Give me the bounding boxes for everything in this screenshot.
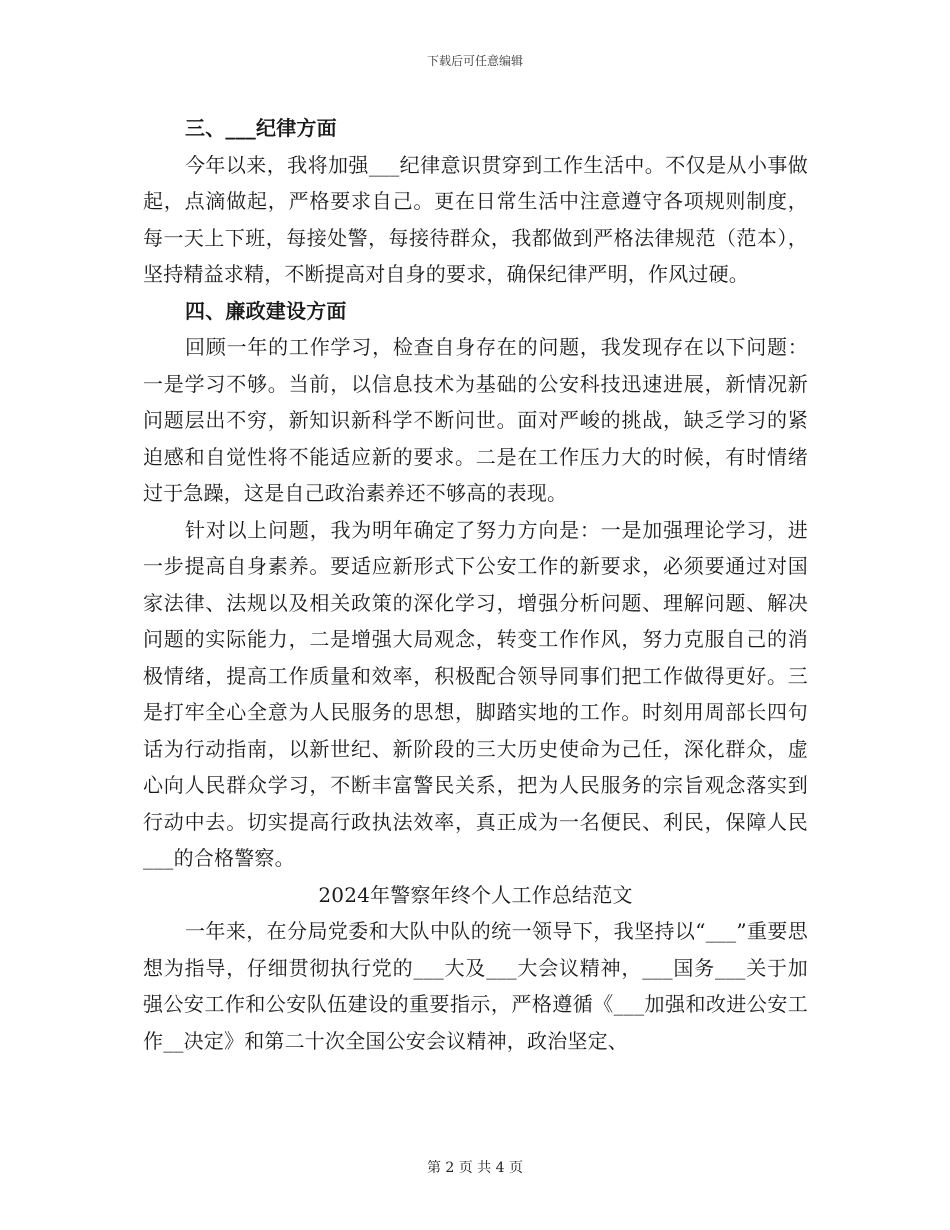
page-footer: 第 2 页 共 4 页 <box>426 1160 524 1176</box>
paragraph-improvement-plan: 针对以上问题，我为明年确定了努力方向是：一是加强理论学习，进一步提高自身素养。要适应新形式下公安工作的新要求，必须要通过对国家法律、法规以及相关政策的深化学习，增强分析问题、理解问题、解决问题的实际能力，二是增强大局观念，转变工作作风，努力克服自己的消极情绪，提高工作质量和效率，积极配合领导同事们把工作做得更好。三是打牢全心全意为人民服务的思想，脚踏实地的工作。时刻用周部长四句话为行动指南，以新世纪、新阶段的三大历史使命为己任，深化群众，虚心向人民群众学习，不断丰富警民关系，把为人民服务的宗旨观念落实到行动中去。切实提高行政执法效率，真正成为一名便民、利民，保障人民___的合格警察。 <box>143 517 808 870</box>
page-header: 下载后可任意编辑 <box>426 54 523 68</box>
document-body <box>143 110 808 1059</box>
paragraph-self-review: 回顾一年的工作学习，检查自身存在的问题，我发现存在以下问题：一是学习不够。当前，以信息技术为基础的公安科技迅速进展，新情况新问题层出不穷，新知识新科学不断问世。面对严峻的挑战，缺乏学习的紧迫感和自觉性将不能适应新的要求。二是在工作压力大的时候，有时情绪过于急躁，这是自己政治素养还不够高的表现。 <box>143 335 808 505</box>
paragraph-discipline: 今年以来，我将加强___纪律意识贯穿到工作生活中。不仅是从小事做起，点滴做起，严格要求自己。更在日常生活中注意遵守各项规则制度，每一天上下班，每接处警，每接待群众，我都做到严格法律规范（范本），坚持精益求精，不断提高对自身的要求，确保纪律严明，作风过硬。 <box>143 152 808 286</box>
section-heading-integrity: 四、廉政建设方面 <box>185 298 347 323</box>
document-title: 2024年警察年终个人工作总结范文 <box>318 882 633 907</box>
document-text <box>143 110 808 1059</box>
section-heading-discipline: 三、___纪律方面 <box>185 116 337 140</box>
paragraph-intro: 一年来，在分局党委和大队中队的统一领导下，我坚持以“___”重要思想为指导，仔细贯彻执行党的___大及___大会议精神，___国务___关于加强公安工作和公安队伍建设的重要指示，严格遵循《___加强和改进公安工作__决定》和第二十次全国公安会议精神，政治坚定、 <box>143 919 808 1053</box>
